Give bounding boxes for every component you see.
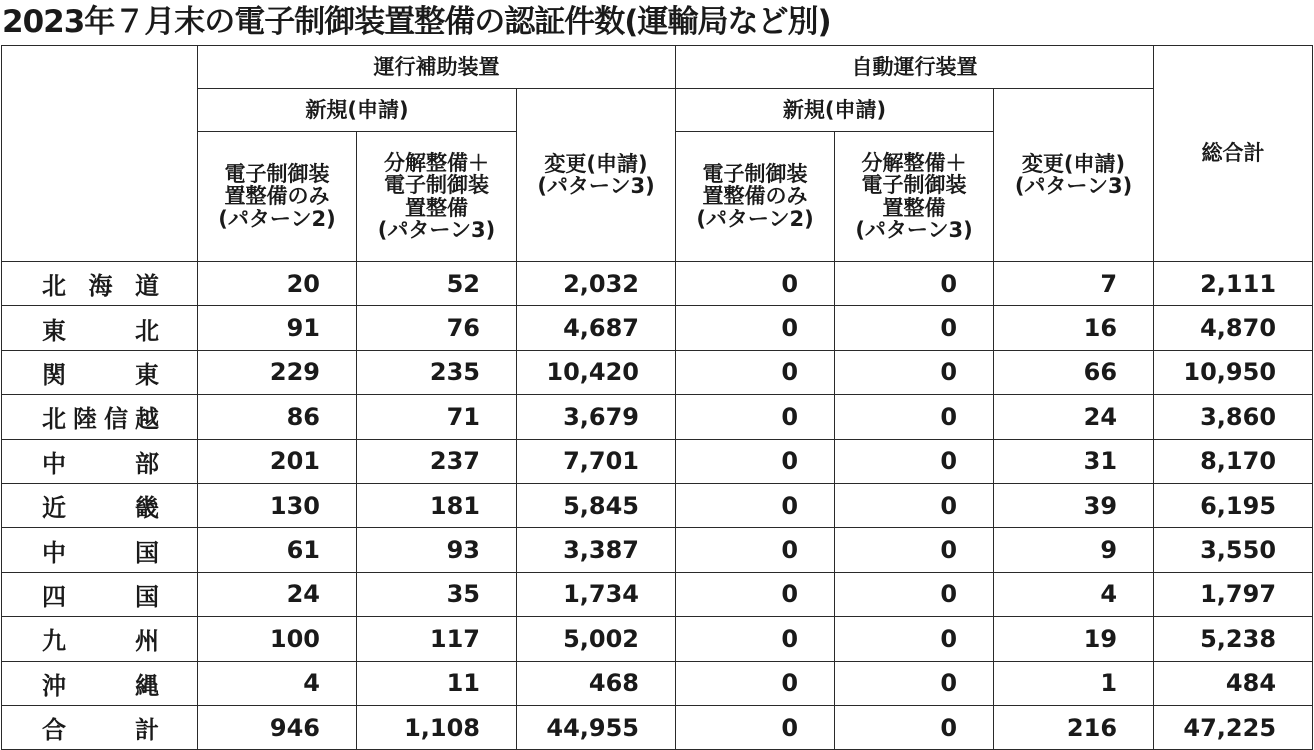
table-row xyxy=(2,350,1313,394)
value-cell: 10,420 xyxy=(517,350,676,394)
header-line: 電子制御装 xyxy=(224,162,330,187)
value-cell: 31 xyxy=(994,439,1154,483)
header-line: 置整備のみ xyxy=(702,184,808,209)
auto-pattern2-header xyxy=(676,132,835,262)
region-cell: 東北 xyxy=(2,306,198,350)
value-cell: 4 xyxy=(994,572,1154,616)
value-cell: 468 xyxy=(517,661,676,705)
region-cell: 北海道 xyxy=(2,262,198,306)
table-row xyxy=(2,617,1313,661)
value-cell: 0 xyxy=(676,617,835,661)
value-cell: 946 xyxy=(198,705,357,749)
value-cell: 1 xyxy=(994,661,1154,705)
value-cell: 100 xyxy=(198,617,357,661)
table-row xyxy=(2,439,1313,483)
value-cell: 4 xyxy=(198,661,357,705)
table-body xyxy=(2,262,1313,750)
value-cell: 3,679 xyxy=(517,395,676,439)
value-cell: 9 xyxy=(994,528,1154,572)
auto-new-application-header: 新規(申請) xyxy=(676,89,994,132)
value-cell: 5,238 xyxy=(1154,617,1313,661)
header-line: 分解整備＋ xyxy=(861,151,967,176)
region-cell: 九州 xyxy=(2,617,198,661)
value-cell: 11 xyxy=(357,661,517,705)
value-cell: 5,002 xyxy=(517,617,676,661)
value-cell: 0 xyxy=(835,395,994,439)
region-cell: 四国 xyxy=(2,572,198,616)
value-cell: 66 xyxy=(994,350,1154,394)
value-cell: 117 xyxy=(357,617,517,661)
value-cell: 1,108 xyxy=(357,705,517,749)
header-line: 置整備のみ xyxy=(224,184,330,209)
header-line: (パターン3) xyxy=(1014,174,1133,198)
table-row xyxy=(2,528,1313,572)
value-cell: 0 xyxy=(835,572,994,616)
value-cell: 93 xyxy=(357,528,517,572)
group-header-assist: 運行補助装置 xyxy=(198,46,676,89)
value-cell: 4,687 xyxy=(517,306,676,350)
table-row xyxy=(2,395,1313,439)
header-line: 電子制御装 xyxy=(384,173,489,198)
header-line: 置整備 xyxy=(882,195,946,220)
value-cell: 91 xyxy=(198,306,357,350)
value-cell: 0 xyxy=(676,262,835,306)
region-header-empty xyxy=(2,46,198,262)
region-cell: 沖縄 xyxy=(2,661,198,705)
value-cell: 52 xyxy=(357,262,517,306)
header-line: 電子制御装 xyxy=(702,162,808,187)
value-cell: 229 xyxy=(198,350,357,394)
table-row xyxy=(2,306,1313,350)
value-cell: 1,797 xyxy=(1154,572,1313,616)
header-line: 分解整備＋ xyxy=(384,151,489,176)
value-cell: 4,870 xyxy=(1154,306,1313,350)
value-cell: 44,955 xyxy=(517,705,676,749)
region-cell: 近畿 xyxy=(2,483,198,527)
table-row xyxy=(2,483,1313,527)
header-line: (パターン2) xyxy=(696,206,814,231)
value-cell: 1,734 xyxy=(517,572,676,616)
value-cell: 3,860 xyxy=(1154,395,1313,439)
value-cell: 2,032 xyxy=(517,262,676,306)
group-header-auto: 自動運行装置 xyxy=(676,46,1154,89)
value-cell: 20 xyxy=(198,262,357,306)
value-cell: 61 xyxy=(198,528,357,572)
value-cell: 7 xyxy=(994,262,1154,306)
header-line: (パターン3) xyxy=(537,174,655,198)
value-cell: 35 xyxy=(357,572,517,616)
value-cell: 10,950 xyxy=(1154,350,1313,394)
value-cell: 0 xyxy=(835,306,994,350)
assist-pattern3-header xyxy=(357,132,517,262)
value-cell: 0 xyxy=(676,483,835,527)
assist-pattern2-header xyxy=(198,132,357,262)
header-line: 電子制御装 xyxy=(861,173,967,198)
value-cell: 484 xyxy=(1154,661,1313,705)
value-cell: 7,701 xyxy=(517,439,676,483)
value-cell: 0 xyxy=(676,572,835,616)
value-cell: 5,845 xyxy=(517,483,676,527)
value-cell: 0 xyxy=(676,705,835,749)
assist-new-application-header: 新規(申請) xyxy=(198,89,517,132)
table-row xyxy=(2,661,1313,705)
value-cell: 0 xyxy=(676,661,835,705)
value-cell: 86 xyxy=(198,395,357,439)
value-cell: 6,195 xyxy=(1154,483,1313,527)
value-cell: 237 xyxy=(357,439,517,483)
value-cell: 0 xyxy=(835,705,994,749)
auto-change-header xyxy=(994,89,1154,262)
value-cell: 0 xyxy=(835,439,994,483)
value-cell: 201 xyxy=(198,439,357,483)
value-cell: 3,387 xyxy=(517,528,676,572)
value-cell: 0 xyxy=(676,306,835,350)
value-cell: 0 xyxy=(676,439,835,483)
value-cell: 24 xyxy=(198,572,357,616)
header-line: (パターン3) xyxy=(855,217,973,242)
header-line: 置整備 xyxy=(405,195,468,220)
value-cell: 216 xyxy=(994,705,1154,749)
assist-change-header xyxy=(517,89,676,262)
value-cell: 181 xyxy=(357,483,517,527)
header-line: 変更(申請) xyxy=(1021,151,1126,176)
value-cell: 3,550 xyxy=(1154,528,1313,572)
auto-pattern3-header xyxy=(835,132,994,262)
table-row xyxy=(2,262,1313,306)
value-cell: 0 xyxy=(676,395,835,439)
table-row xyxy=(2,572,1313,616)
region-cell: 関東 xyxy=(2,350,198,394)
value-cell: 47,225 xyxy=(1154,705,1313,749)
header-line: (パターン2) xyxy=(218,206,336,231)
value-cell: 16 xyxy=(994,306,1154,350)
value-cell: 0 xyxy=(835,483,994,527)
header-line: (パターン3) xyxy=(377,217,496,242)
total-row xyxy=(2,705,1313,749)
total-header: 総合計 xyxy=(1154,46,1313,262)
value-cell: 0 xyxy=(676,350,835,394)
region-cell: 中部 xyxy=(2,439,198,483)
header-line: 変更(申請) xyxy=(544,151,648,176)
table-header xyxy=(2,46,1313,262)
value-cell: 71 xyxy=(357,395,517,439)
certification-table xyxy=(1,45,1313,750)
region-cell: 北陸信越 xyxy=(2,395,198,439)
value-cell: 235 xyxy=(357,350,517,394)
value-cell: 2,111 xyxy=(1154,262,1313,306)
value-cell: 0 xyxy=(835,661,994,705)
value-cell: 39 xyxy=(994,483,1154,527)
value-cell: 19 xyxy=(994,617,1154,661)
value-cell: 24 xyxy=(994,395,1154,439)
value-cell: 130 xyxy=(198,483,357,527)
value-cell: 0 xyxy=(835,528,994,572)
region-cell: 合計 xyxy=(2,705,198,749)
region-cell: 中国 xyxy=(2,528,198,572)
value-cell: 76 xyxy=(357,306,517,350)
value-cell: 0 xyxy=(676,528,835,572)
value-cell: 0 xyxy=(835,617,994,661)
value-cell: 0 xyxy=(835,262,994,306)
value-cell: 0 xyxy=(835,350,994,394)
page-title: 2023年７月末の電子制御装置整備の認証件数(運輸局など別) xyxy=(2,4,831,40)
value-cell: 8,170 xyxy=(1154,439,1313,483)
